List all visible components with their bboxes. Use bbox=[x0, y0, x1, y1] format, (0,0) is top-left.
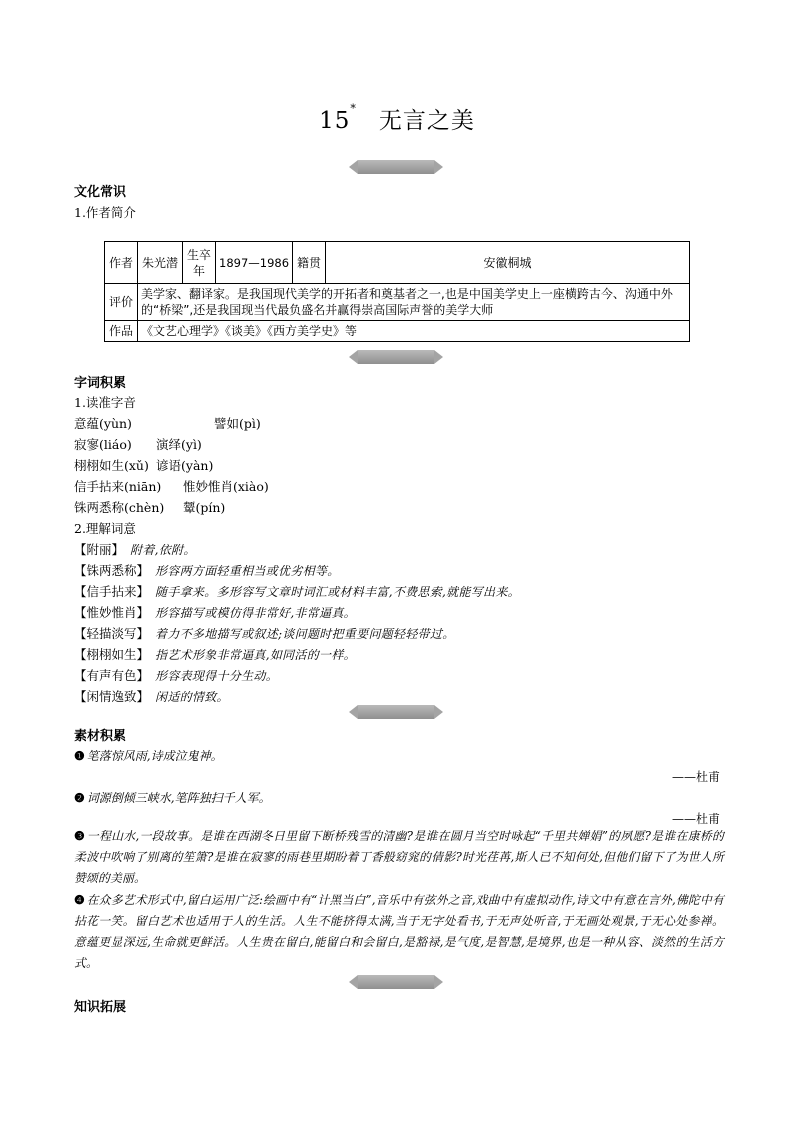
para-number: ❹ bbox=[74, 893, 85, 907]
author-info-table bbox=[104, 241, 690, 342]
section-divider-3 bbox=[358, 705, 434, 719]
pron-item: 信手拈来(niān) bbox=[74, 479, 162, 494]
material-heading: 素材积累 bbox=[74, 729, 127, 744]
vocab-def: 形容两方面轻重相当或优劣相等。 bbox=[155, 564, 340, 578]
vocab-entry bbox=[74, 666, 278, 684]
eval-value: 美学家、翻译家。是我国现代美学的开拓者和奠基者之一,也是中国美学史上一座横跨古今、沟通中外的“桥梁”,还是我国现当代最负盛名并赢得崇高国际声誉的美学大师 bbox=[138, 284, 690, 321]
pron-item: 铢两悉称(chèn) bbox=[74, 500, 165, 515]
vocab-entry bbox=[74, 561, 340, 579]
vocab-heading: 字词积累 bbox=[74, 376, 127, 391]
quote-author: ——杜甫 bbox=[671, 770, 720, 784]
section-divider-4 bbox=[358, 975, 434, 989]
pron-row bbox=[74, 498, 226, 516]
quote-number: ❷ bbox=[74, 791, 85, 805]
vocab-def: 闲适的情致。 bbox=[155, 690, 229, 704]
works-value: 《文艺心理学》《谈美》《西方美学史》等 bbox=[138, 321, 690, 342]
dates-label: 生卒年 bbox=[183, 242, 216, 284]
vocab-entry bbox=[74, 582, 520, 600]
pron-item: 谚语(yàn) bbox=[156, 458, 214, 473]
vocab-def: 随手拿来。多形容写文章时词汇或材料丰富,不费思索,就能写出来。 bbox=[155, 585, 520, 599]
vocab-term: 【信手拈来】 bbox=[74, 584, 150, 599]
vocab-entry bbox=[74, 645, 356, 663]
vocab-entry bbox=[74, 687, 229, 705]
vocab-def: 形容表现得十分生动。 bbox=[155, 669, 279, 683]
vocab-term: 【附丽】 bbox=[74, 542, 125, 557]
pron-row bbox=[74, 414, 261, 432]
vocab-term: 【闲情逸致】 bbox=[74, 689, 150, 704]
vocab-term: 【轻描淡写】 bbox=[74, 626, 150, 641]
origin-value: 安徽桐城 bbox=[326, 242, 690, 284]
section-divider-2 bbox=[358, 350, 434, 364]
vocab-def: 附着,依附。 bbox=[130, 543, 196, 557]
pron-item: 寂寥(liáo) bbox=[74, 437, 132, 452]
quote-line bbox=[74, 789, 271, 806]
para-text: 在众多艺术形式中,留白运用广泛:绘画中有“计黑当白”,音乐中有弦外之音,戏曲中有虚拟动作,诗文中有意在言外,佛陀中有拈花一笑。留白艺术也适用于人的生活。人生不能挤得太满,当于无字处看书,于无声处听音,于无画处观景,于无心处参禅。意蕴更显深远,生命就更鲜活。人生贵在留白,能留白和会留白,是豁禄,是气度,是智慧,是境界,也是一种从容、淡然的生活方式。 bbox=[74, 893, 724, 970]
vocab-term: 【铢两悉称】 bbox=[74, 563, 150, 578]
vocab-def: 形容描写或模仿得非常好,非常逼真。 bbox=[155, 606, 356, 620]
quote-text: 笔落惊风雨,诗成泣鬼神。 bbox=[86, 749, 223, 763]
pron-row bbox=[74, 456, 214, 474]
material-paragraph-3 bbox=[74, 826, 724, 889]
pronunciation-sub: 1.读准字音 bbox=[74, 395, 136, 410]
author-label: 作者 bbox=[105, 242, 138, 284]
vocab-def: 指艺术形象非常逼真,如同活的一样。 bbox=[155, 648, 356, 662]
lesson-title-text: 无言之美 bbox=[378, 108, 475, 134]
pron-item: 栩栩如生(xǔ) bbox=[74, 458, 149, 473]
knowledge-heading: 知识拓展 bbox=[74, 1000, 127, 1015]
vocab-entry bbox=[74, 603, 356, 621]
culture-heading: 文化常识 bbox=[74, 185, 127, 200]
pron-row bbox=[74, 435, 202, 453]
vocab-term: 【栩栩如生】 bbox=[74, 647, 150, 662]
para-number: ❸ bbox=[74, 829, 85, 843]
eval-label: 评价 bbox=[105, 284, 138, 321]
vocab-term: 【惟妙惟肖】 bbox=[74, 605, 150, 620]
section-divider-1 bbox=[358, 160, 434, 174]
lesson-star: * bbox=[350, 102, 357, 115]
vocab-term: 【有声有色】 bbox=[74, 668, 150, 683]
works-label: 作品 bbox=[105, 321, 138, 342]
meaning-sub: 2.理解词意 bbox=[74, 521, 136, 536]
pron-item: 颦(pín) bbox=[183, 500, 226, 515]
author-value: 朱光潜 bbox=[138, 242, 183, 284]
quote-line bbox=[74, 747, 223, 764]
pron-item: 演绎(yì) bbox=[156, 437, 202, 452]
quote-text: 词源倒倾三峡水,笔阵独扫千人军。 bbox=[86, 791, 271, 805]
lesson-number: 15 bbox=[319, 108, 351, 134]
dates-value: 1897—1986 bbox=[216, 242, 293, 284]
lesson-title bbox=[0, 102, 794, 135]
quote-number: ❶ bbox=[74, 749, 85, 763]
pron-item: 譬如(pì) bbox=[214, 416, 261, 431]
material-paragraph-4 bbox=[74, 890, 724, 974]
pron-item: 惟妙惟肖(xiào) bbox=[183, 479, 269, 494]
quote-author: ——杜甫 bbox=[671, 812, 720, 826]
origin-label: 籍贯 bbox=[293, 242, 326, 284]
vocab-entry bbox=[74, 624, 455, 642]
pron-item: 意蕴(yùn) bbox=[74, 416, 132, 431]
pron-row bbox=[74, 477, 269, 495]
vocab-def: 着力不多地描写或叙述;谈问题时把重要问题轻轻带过。 bbox=[155, 627, 455, 641]
author-intro-sub: 1.作者简介 bbox=[74, 205, 136, 220]
para-text: 一程山水,一段故事。是谁在西湖冬日里留下断桥残雪的清幽?是谁在圆月当空时咏起“千里共婵娟”的夙愿?是谁在康桥的柔波中吹响了别离的笙箫?是谁在寂寥的雨巷里期盼着丁香般窈窕的倩影?时光荏苒,斯人已不知何处,但他们留下了为世人所赞颂的美丽。 bbox=[74, 829, 724, 885]
vocab-entry bbox=[74, 540, 196, 558]
